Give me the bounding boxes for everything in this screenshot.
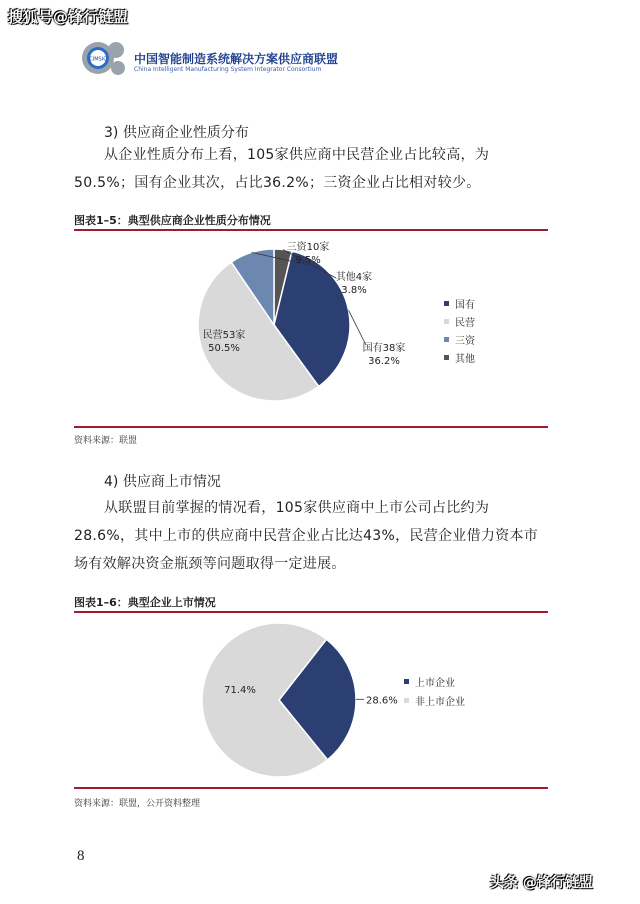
paragraph-line: 28.6%，其中上市的供应商中民营企业占比达43%，民营企业借力资本市	[74, 528, 539, 544]
legend-swatch	[444, 319, 449, 324]
legend-item	[404, 672, 465, 691]
watermark-top: 搜狐号@锋行链盟	[8, 8, 129, 26]
legend-item	[444, 294, 475, 312]
legend-swatch	[404, 679, 409, 684]
data-label: 其他4家	[335, 272, 373, 283]
legend-label: 非上市企业	[415, 697, 465, 708]
figure-source: 资料来源：联盟	[74, 436, 138, 446]
data-label: 国有38家	[362, 343, 406, 354]
data-label: 三资10家	[286, 242, 330, 253]
legend	[444, 294, 475, 366]
legend-label: 其他	[455, 353, 475, 365]
data-label: 28.6%	[366, 695, 398, 707]
divider	[74, 229, 548, 231]
data-label: 3.8%	[341, 285, 367, 296]
legend-label: 民营	[455, 317, 475, 329]
divider	[74, 611, 548, 613]
figure-source: 资料来源：联盟，公开资料整理	[74, 799, 201, 809]
figure-title: 图表1–5：典型供应商企业性质分布情况	[74, 214, 271, 227]
legend-swatch	[444, 337, 449, 342]
data-label: 民营53家	[202, 330, 246, 341]
leader-line	[349, 310, 366, 345]
pie-chart-supplier-nature	[74, 233, 548, 425]
paragraph-line: 50.5%；国有企业其次，占比36.2%；三资企业占比相对较少。	[74, 175, 481, 191]
divider	[74, 426, 548, 428]
section-heading: 4) 供应商上市情况	[104, 474, 221, 490]
data-label: 36.2%	[368, 356, 400, 367]
page-number: 8	[77, 848, 85, 864]
section-heading: 3) 供应商企业性质分布	[104, 125, 249, 141]
data-label: 50.5%	[208, 343, 240, 354]
legend-swatch	[444, 355, 449, 360]
divider	[74, 787, 548, 789]
paragraph-line: 场有效解决资金瓶颈等问题取得一定进展。	[74, 556, 346, 572]
header-logo-en: China Intelligent Manufacturing System Integrator Consortium	[134, 66, 322, 73]
watermark-bottom: 头条 @锋行链盟	[490, 875, 593, 891]
legend-label: 三资	[455, 335, 475, 347]
legend-item	[444, 330, 475, 348]
legend-swatch	[404, 698, 409, 703]
legend-item	[444, 348, 475, 366]
paragraph-line: 从企业性质分布上看，105家供应商中民营企业占比较高，为	[104, 147, 490, 163]
legend-item	[444, 312, 475, 330]
pie-chart-listing-status	[74, 615, 548, 785]
paragraph-line: 从联盟目前掌握的情况看，105家供应商中上市公司占比约为	[104, 500, 490, 516]
header-logo-cn: 中国智能制造系统解决方案供应商联盟	[134, 52, 339, 66]
legend	[404, 672, 465, 710]
gear-logo-icon	[76, 38, 132, 78]
data-label: 9.5%	[295, 255, 321, 266]
legend-label: 国有	[455, 299, 475, 311]
logo-emblem-text: CIMSIC	[89, 56, 107, 63]
legend-label: 上市企业	[415, 678, 455, 689]
figure-title: 图表1–6：典型企业上市情况	[74, 596, 216, 609]
legend-item	[404, 691, 465, 710]
data-label: 71.4%	[224, 685, 256, 696]
legend-swatch	[444, 301, 449, 306]
